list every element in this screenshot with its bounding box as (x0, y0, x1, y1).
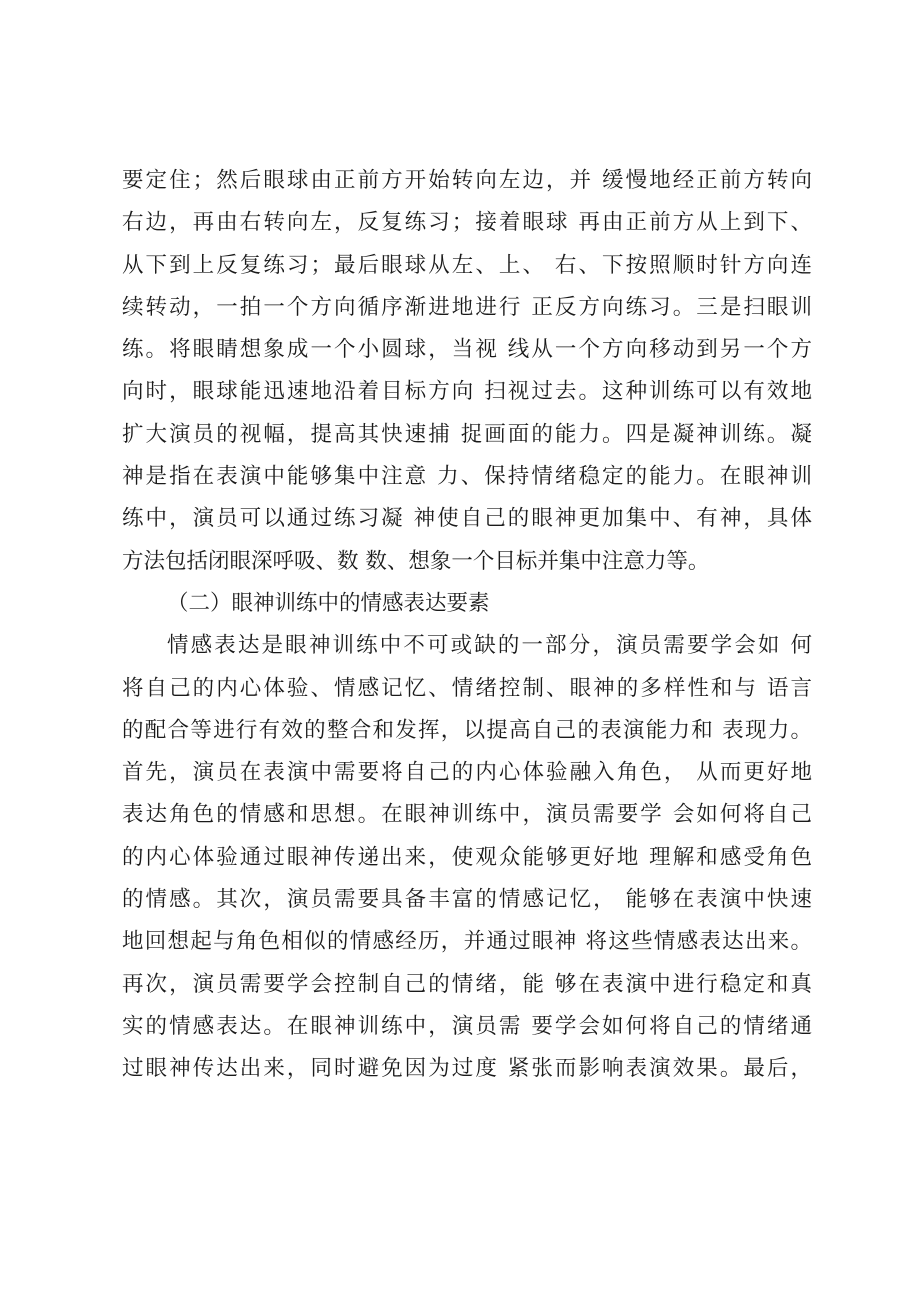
text-line: 将自己的内心体验、情感记忆、情绪控制、眼神的多样性和与 语言 (122, 675, 812, 701)
text-line: 的内心体验通过眼神传递出来，使观众能够更好地 理解和感受角色 (122, 844, 812, 870)
text-line: 练。将眼睛想象成一个小圆球，当视 线从一个方向移动到另一个方 (122, 337, 812, 363)
text-line: 扩大演员的视幅，提高其快速捕 捉画面的能力。四是凝神训练。凝 (122, 421, 812, 447)
text-line: 要定住；然后眼球由正前方开始转向左边，并 缓慢地经正前方转向 (122, 168, 812, 193)
text-line: 从下到上反复练习；最后眼球从左、上、 右、下按照顺时针方向连 (122, 252, 812, 278)
text-line: 方法包括闭眼深呼吸、数 数、想象一个目标并集中注意力等。 (122, 548, 710, 574)
text-line: 的配合等进行有效的整合和发挥，以提高自己的表演能力和 表现力。 (122, 717, 812, 743)
body-text (122, 160, 812, 1091)
text-line: 过眼神传达出来，同时避免因为过度 紧张而影响表演效果。最后， (122, 1056, 812, 1082)
text-line: 向时，眼球能迅速地沿着目标方向 扫视过去。这种训练可以有效地 (122, 379, 812, 405)
text-line: 练中，演员可以通过练习凝 神使自己的眼神更加集中、有神，具体 (122, 506, 812, 532)
text-line: 实的情感表达。在眼神训练中，演员需 要学会如何将自己的情绪通 (122, 1013, 812, 1039)
text-line: 再次，演员需要学会控制自己的情绪，能 够在表演中进行稳定和真 (122, 971, 812, 997)
text-line: 续转动，一拍一个方向循序渐进地进行 正反方向练习。三是扫眼训 (122, 294, 812, 320)
text-line: 的情感。其次，演员需要具备丰富的情感记忆， 能够在表演中快速 (122, 887, 812, 913)
text-line: 神是指在表演中能够集中注意 力、保持情绪稳定的能力。在眼神训 (122, 464, 812, 490)
text-line: 右边，再由右转向左，反复练习；接着眼球 再由正前方从上到下、 (122, 210, 812, 236)
section-heading: （二）眼神训练中的情感表达要素 (167, 590, 490, 616)
text-line: 地回想起与角色相似的情感经历，并通过眼神 将这些情感表达出来。 (122, 929, 812, 955)
paragraph-2 (122, 625, 812, 1090)
text-line: 情感表达是眼神训练中不可或缺的一部分，演员需要学会如 何 (167, 633, 812, 659)
text-line: 首先，演员在表演中需要将自己的内心体验融入角色， 从而更好地 (122, 760, 812, 786)
text-line: 表达角色的情感和思想。在眼神训练中，演员需要学 会如何将自己 (122, 802, 812, 828)
paragraph-1 (122, 160, 812, 583)
